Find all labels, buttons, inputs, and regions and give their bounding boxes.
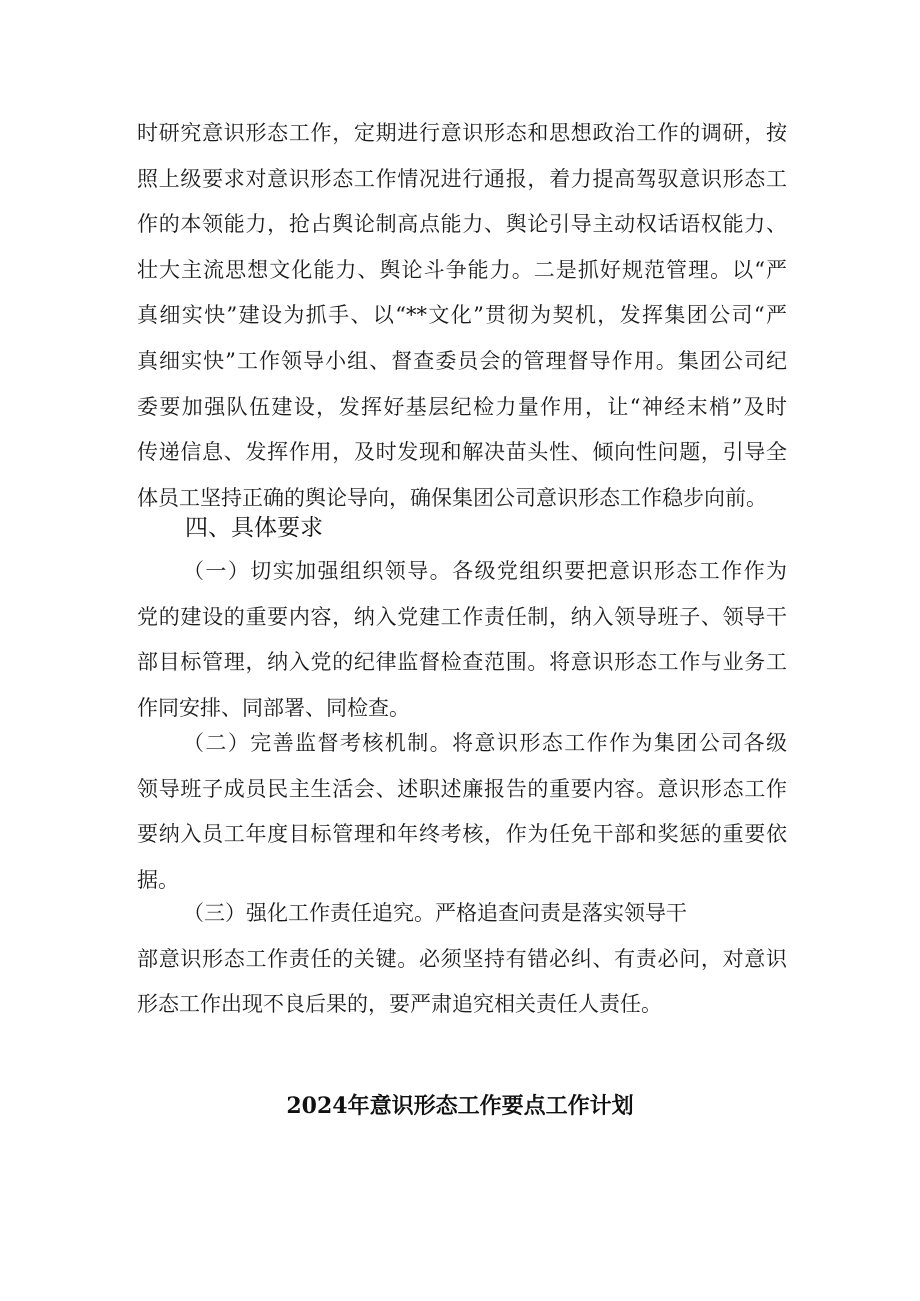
text-line: 要纳入员工年度目标管理和年终考核，作为任免干部和奖惩的重要依 [137, 822, 787, 847]
text-line: 时研究意识形态工作，定期进行意识形态和思想政治工作的调研，按 [137, 121, 787, 145]
text-line: 照上级要求对意识形态工作情况进行通报，着力提高驾驭意识形态工 [137, 166, 787, 191]
paragraph-organization-leadership [137, 549, 787, 731]
text-line: 党的建设的重要内容，纳入党建工作责任制，纳入领导班子、领导干 [137, 604, 787, 629]
text-line: 委要加强队伍建设，发挥好基层纪检力量作用，让“神经末梢”及时 [137, 394, 787, 419]
text-line: 真细实快”建设为抓手、以“**文化”贯彻为契机，发挥集团公司“严 [137, 303, 787, 328]
section-heading: 四、具体要求 [185, 515, 323, 541]
document-title: 2024年意识形态工作要点工作计划 [286, 1093, 634, 1119]
text-line: （二）完善监督考核机制。将意识形态工作作为集团公司各级 [183, 731, 787, 755]
text-line: 体员工坚持正确的舆论导向，确保集团公司意识形态工作稳步向前。 [137, 485, 767, 510]
text-line: （一）切实加强组织领导。各级党组织要把意识形态工作作为 [183, 559, 787, 583]
text-line: （三）强化工作责任追究。严格追查问责是落实领导干 [183, 901, 687, 925]
text-line: 传递信息、发挥作用，及时发现和解决苗头性、倾向性问题，引导全 [137, 440, 787, 465]
text-line: 形态工作出现不良后果的，要严肃追究相关责任人责任。 [137, 992, 662, 1017]
text-line: 作同安排、同部署、同检查。 [137, 695, 410, 720]
paragraph-accountability [137, 891, 787, 1028]
text-line: 真细实快”工作领导小组、督查委员会的管理督导作用。集团公司纪 [137, 348, 787, 373]
paragraph-leadership-continued [137, 111, 787, 521]
paragraph-supervision-assessment [137, 721, 787, 903]
text-line: 作的本领能力，抢占舆论制高点能力、舆论引导主动权话语权能力、 [137, 212, 787, 237]
text-line: 据。 [137, 867, 179, 892]
text-line: 领导班子成员民主生活会、述职述廉报告的重要内容。意识形态工作 [137, 776, 787, 801]
text-line: 部意识形态工作责任的关键。必须坚持有错必纠、有责必问，对意识 [137, 946, 787, 971]
text-line: 壮大主流思想文化能力、舆论斗争能力。二是抓好规范管理。以“严 [137, 257, 787, 282]
text-line: 部目标管理，纳入党的纪律监督检查范围。将意识形态工作与业务工 [137, 650, 787, 675]
